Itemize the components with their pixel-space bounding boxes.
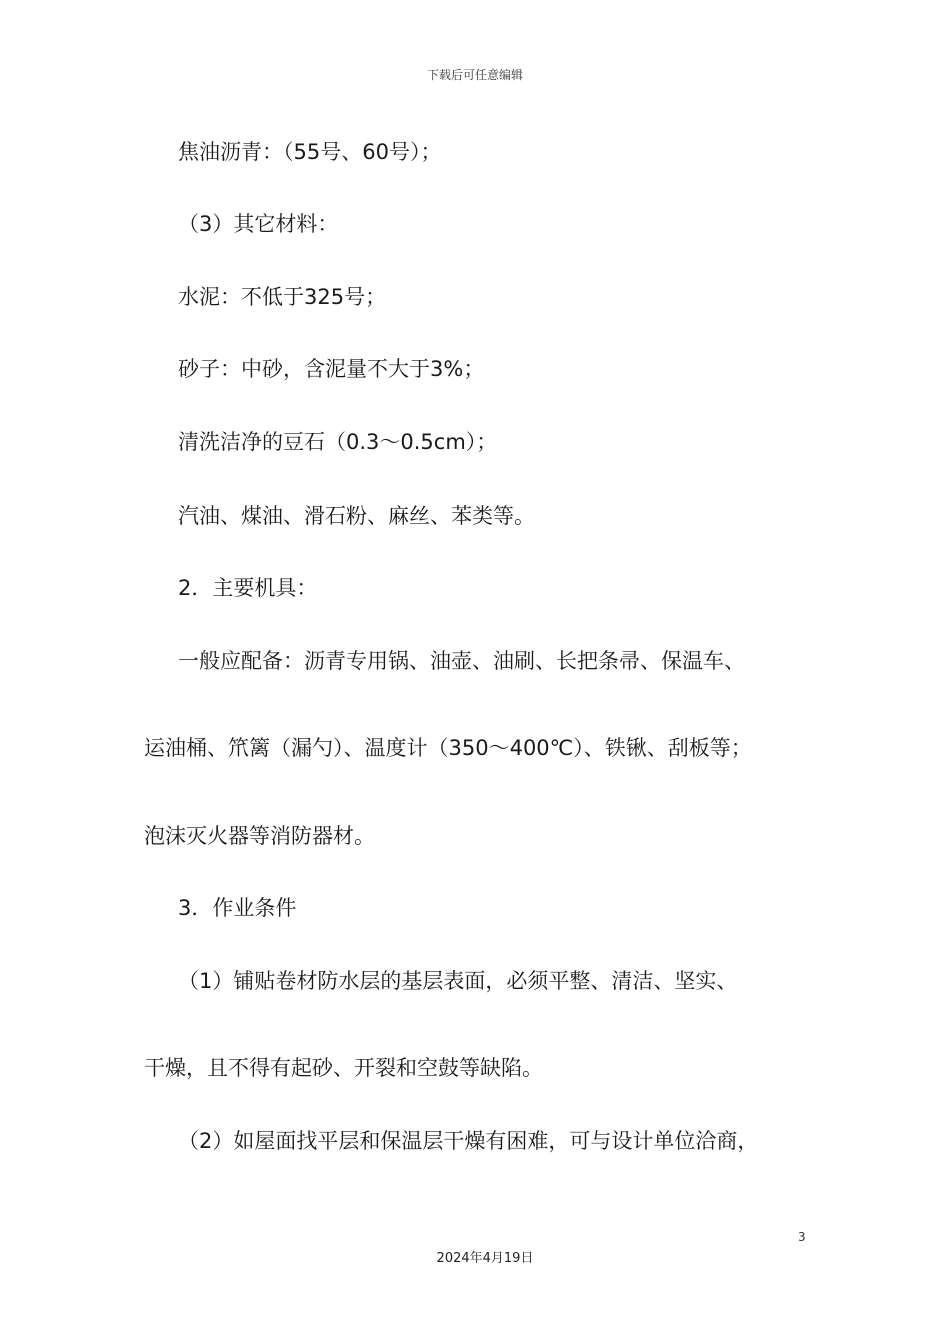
text-line-main-tools-heading: 2．主要机具： <box>178 576 318 600</box>
text-line-other-materials-heading: （3）其它材料： <box>178 212 339 236</box>
text-line-cement: 水泥：不低于325号； <box>178 285 387 309</box>
text-line-condition-1a: （1）铺贴卷材防水层的基层表面，必须平整、清洁、坚实、 <box>178 969 738 993</box>
text-line-condition-1b: 干燥，且不得有起砂、开裂和空鼓等缺陷。 <box>144 1056 543 1080</box>
text-line-work-conditions-heading: 3．作业条件 <box>178 896 297 920</box>
text-line-solvents: 汽油、煤油、滑石粉、麻丝、苯类等。 <box>178 504 535 528</box>
text-line-tools-list-2: 运油桶、笊篱（漏勺）、温度计（350～400℃）、铁锹、刮板等； <box>144 736 752 760</box>
footer-date: 2024年4月19日 <box>436 1251 534 1266</box>
text-line-fire-equipment: 泡沫灭火器等消防器材。 <box>144 824 375 848</box>
text-line-condition-2a: （2）如屋面找平层和保温层干燥有困难，可与设计单位洽商， <box>178 1129 759 1153</box>
text-line-tar-pitch: 焦油沥青：（55号、60号）； <box>178 140 442 164</box>
text-line-tools-list-1: 一般应配备：沥青专用锅、油壶、油刷、长把条帚、保温车、 <box>178 649 745 673</box>
page-header: 下载后可任意编辑 <box>426 68 523 82</box>
text-line-pea-gravel: 清洗洁净的豆石（0.3～0.5cm）； <box>178 430 498 454</box>
text-line-sand: 砂子：中砂，含泥量不大于3%； <box>178 357 485 381</box>
page-number: 3 <box>798 1230 806 1244</box>
